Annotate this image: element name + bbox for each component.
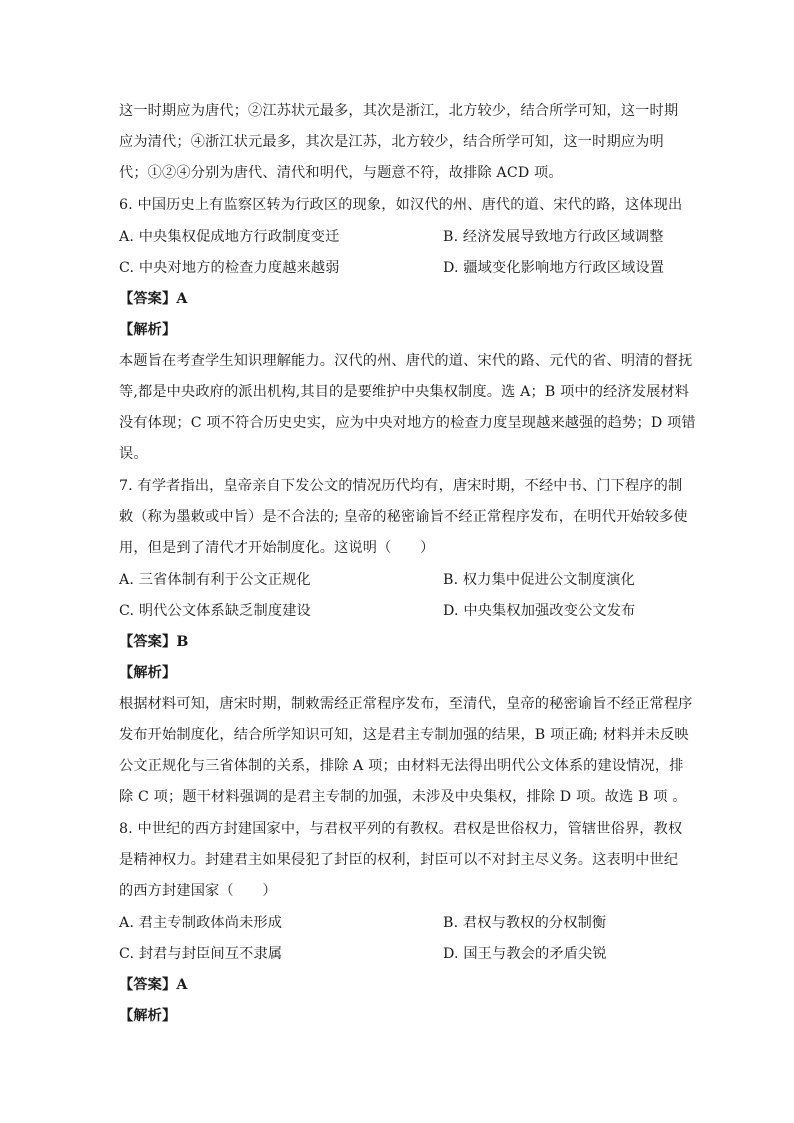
q7-analysis-line: 除 C 项；题干材料强调的是君主专制的加强，未涉及中央集权，排除 D 项。故选 B 项 。 <box>119 789 687 805</box>
q7-answer: 【答案】B <box>119 634 189 650</box>
q7-stem: 用，但是到了清代才开始制度化。这说明（ ） <box>119 540 435 556</box>
q7-analysis-line: 发布开始制度化，结合所学知识可知，这是君主专制加强的结果，B 项正确; 材料并未反映 <box>119 727 689 743</box>
q7-analysis-label: 【解析】 <box>119 665 177 681</box>
q6-answer: 【答案】A <box>119 291 188 307</box>
q6-option-c: C. 中央对地方的检查力度越来越弱 <box>119 260 340 276</box>
q7-analysis-line: 根据材料可知，唐宋时期，制敕需经正常程序发布，至清代，皇帝的秘密谕旨不经正常程序 <box>119 696 693 712</box>
q6-option-a: A. 中央集权促成地方行政制度变迁 <box>119 229 340 245</box>
q8-stem: 是精神权力。封建君主如果侵犯了封臣的权利，封臣可以不对封主尽义务。这表明中世纪 <box>119 852 679 868</box>
q7-option-d: D. 中央集权加强改变公文发布 <box>443 603 636 619</box>
q8-option-b: B. 君权与教权的分权制衡 <box>443 915 607 931</box>
q6-analysis-line: 误。 <box>119 446 148 462</box>
q8-analysis-label: 【解析】 <box>119 1008 177 1024</box>
q7-analysis-line: 公文正规化与三省体制的关系，排除 A 项；由材料无法得出明代公文体系的建设情况，排 <box>119 758 684 774</box>
q7-stem: 7. 有学者指出，皇帝亲自下发公文的情况历代均有，唐宋时期，不经中书、门下程序的制 <box>119 478 683 494</box>
q7-option-a: A. 三省体制有利于公文正规化 <box>119 572 311 588</box>
q7-stem: 敕（称为墨敕或中旨）是不合法的; 皇帝的秘密谕旨不经正常程序发布，在明代开始较多使 <box>119 509 688 525</box>
q6-option-d: D. 疆域变化影响地方行政区域设置 <box>443 260 665 276</box>
q7-option-b: B. 权力集中促进公文制度演化 <box>443 572 635 588</box>
q8-stem: 的西方封建国家（ ） <box>119 883 277 899</box>
q6-analysis-line: 没有体现；C 项不符合历史史实，应为中央对地方的检查力度呈现越来越强的趋势；D 项错 <box>119 415 696 431</box>
q6-analysis-label: 【解析】 <box>119 322 177 338</box>
q6-option-b: B. 经济发展导致地方行政区域调整 <box>443 229 664 245</box>
q8-stem: 8. 中世纪的西方封建国家中，与君权平列的有教权。君权是世俗权力，管辖世俗界，教权 <box>119 821 683 837</box>
prev-analysis-line: 这一时期应为唐代；②江苏状元最多，其次是浙江，北方较少，结合所学可知，这一时期 <box>119 103 679 119</box>
q8-answer: 【答案】A <box>119 977 188 993</box>
q6-analysis-line: 本题旨在考查学生知识理解能力。汉代的州、唐代的道、宋代的路、元代的省、明清的督抚 <box>119 353 693 369</box>
prev-analysis-line: 代；①②④分别为唐代、清代和明代，与题意不符，故排除 ACD 项。 <box>119 165 563 181</box>
q8-option-a: A. 君主专制政体尚未形成 <box>119 915 283 931</box>
q8-option-c: C. 封君与封臣间互不隶属 <box>119 946 283 962</box>
q6-stem: 6. 中国历史上有监察区转为行政区的现象，如汉代的州、唐代的道、宋代的路，这体现出 <box>119 197 683 213</box>
q7-option-c: C. 明代公文体系缺乏制度建设 <box>119 603 311 619</box>
q6-analysis-line: 等,都是中央政府的派出机构,其目的是要维护中央集权制度。选 A；B 项中的经济发展材料 <box>119 384 690 400</box>
q8-option-d: D. 国王与教会的矛盾尖锐 <box>443 946 607 962</box>
prev-analysis-line: 应为清代；④浙江状元最多，其次是江苏，北方较少，结合所学可知，这一时期应为明 <box>119 134 664 150</box>
